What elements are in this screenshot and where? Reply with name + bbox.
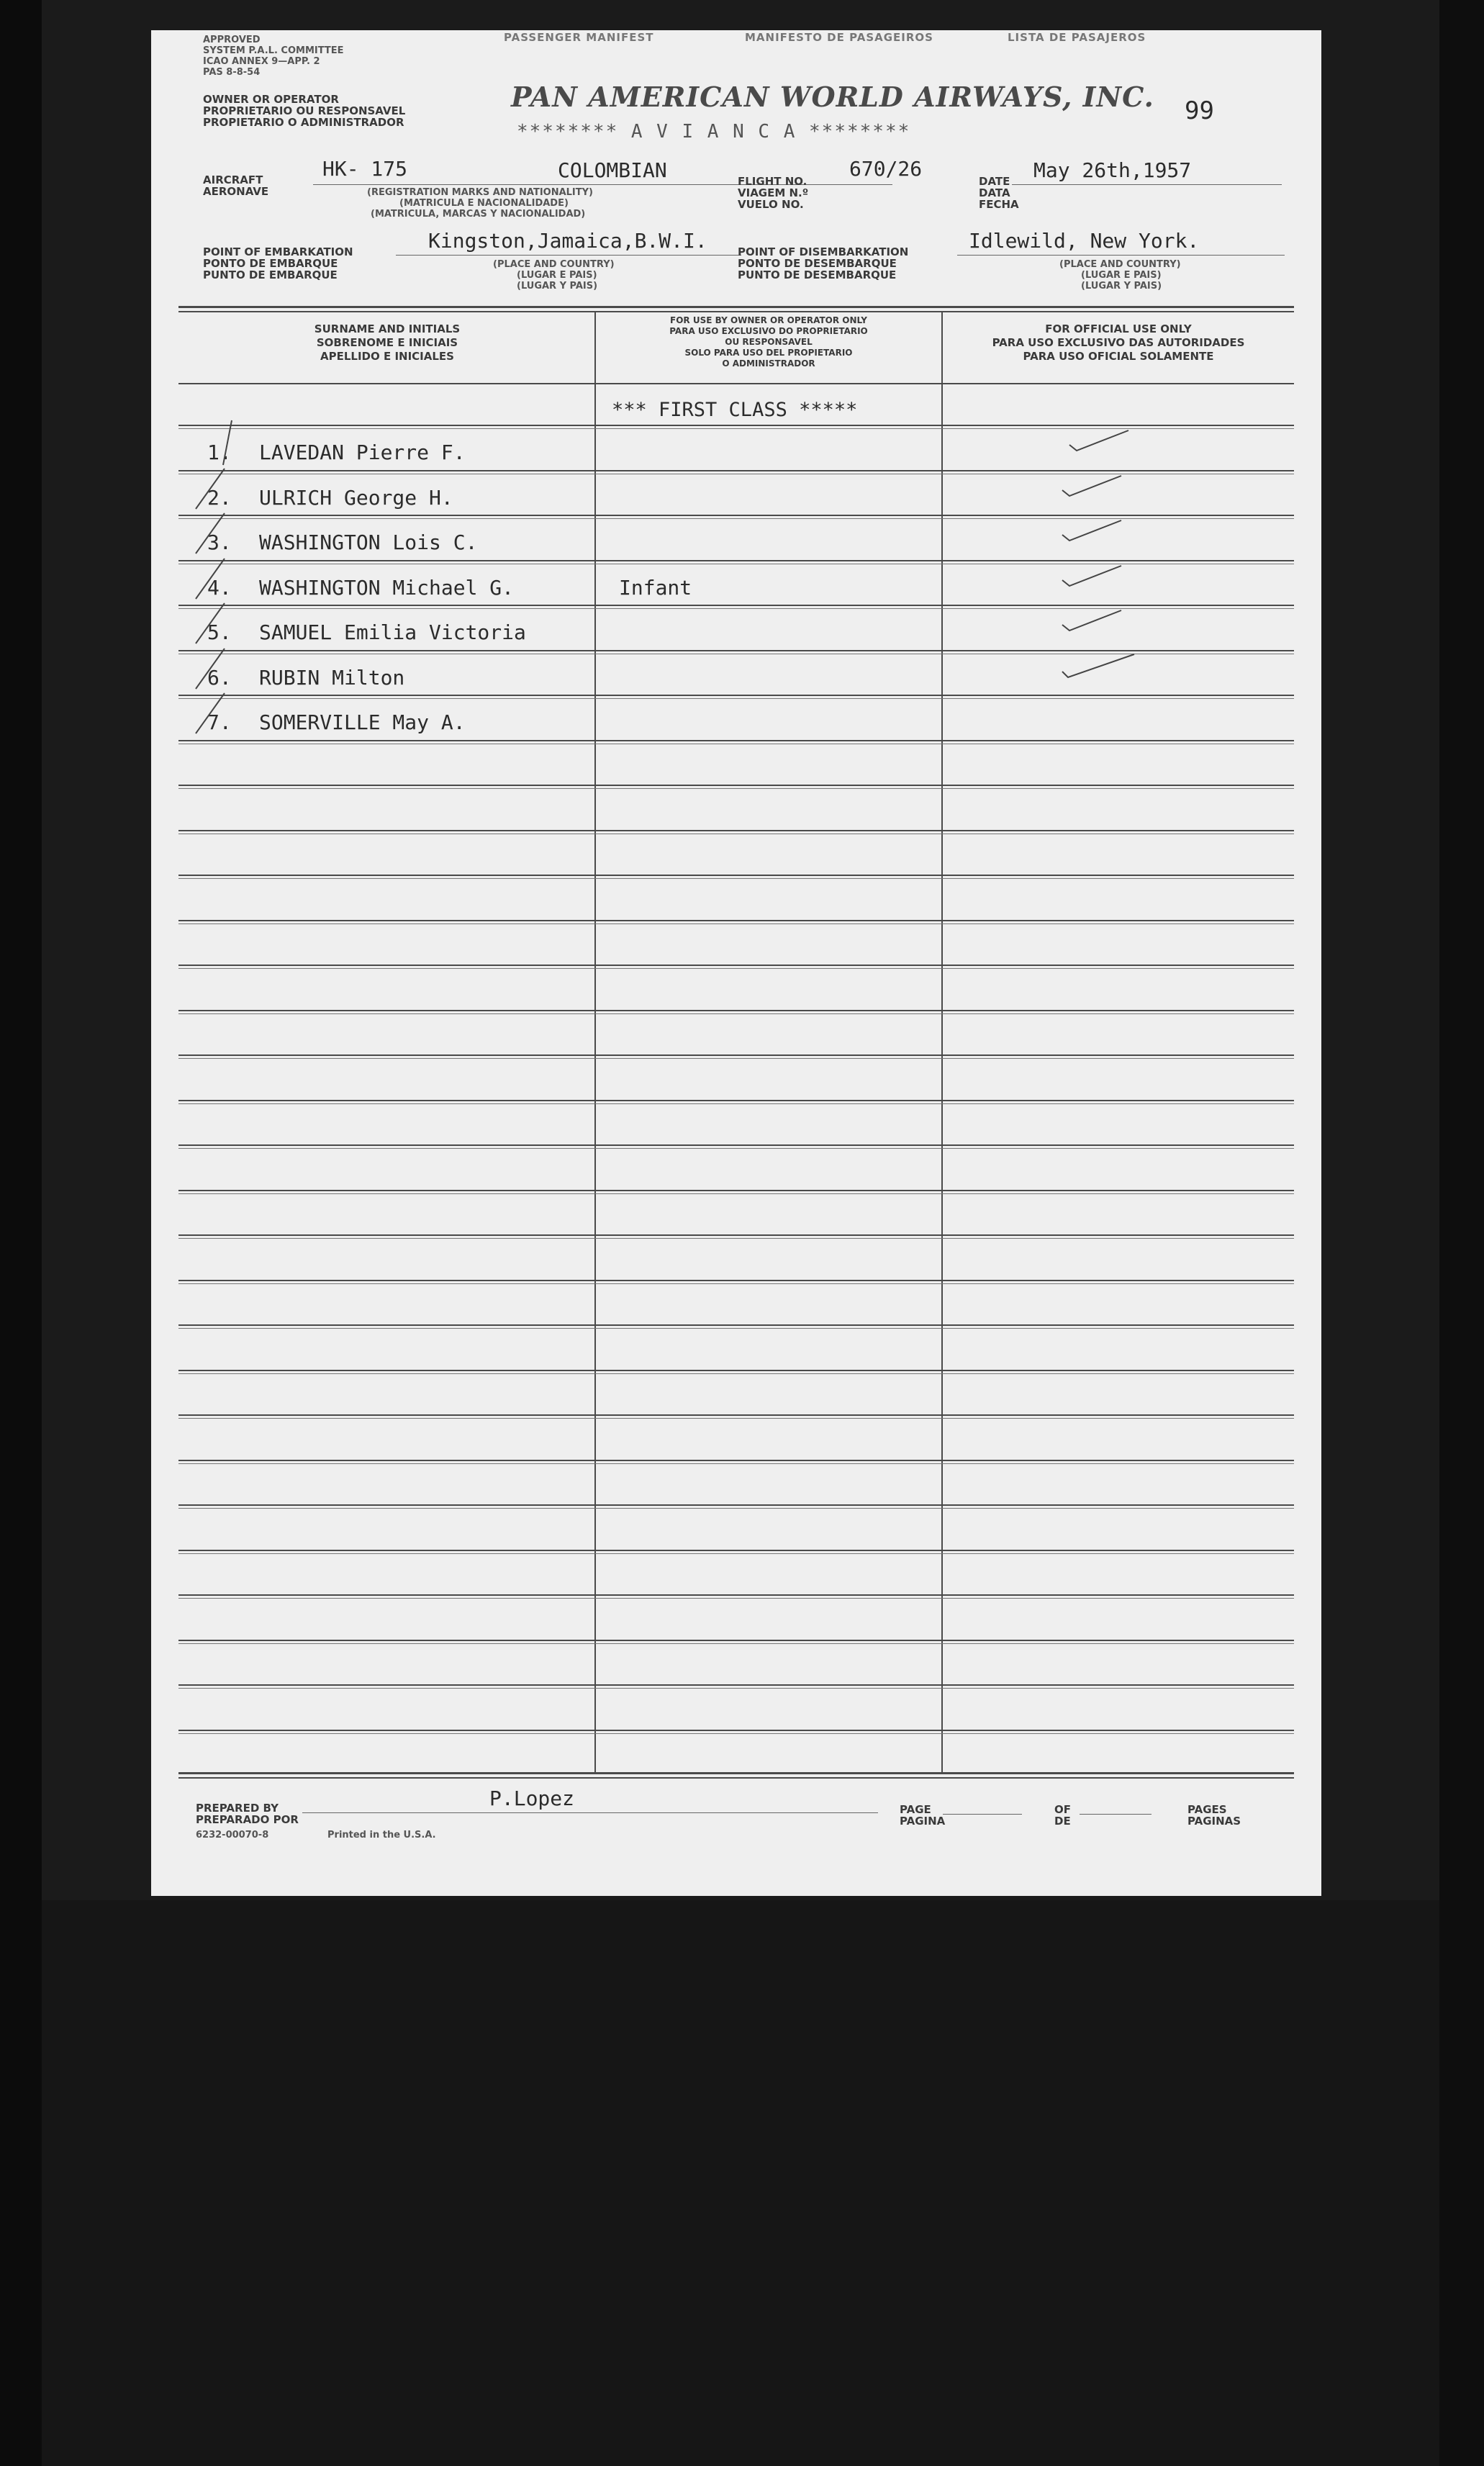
passenger-number: 7. — [207, 710, 232, 734]
row-rule — [178, 1193, 1294, 1194]
passenger-number: 4. — [207, 576, 232, 600]
of-label: OF — [1054, 1803, 1071, 1816]
passenger-note: Infant — [619, 576, 692, 600]
row-rule — [178, 920, 1294, 921]
passenger-number: 3. — [207, 530, 232, 554]
embark-underline — [396, 255, 741, 256]
passenger-name: SAMUEL Emilia Victoria — [259, 620, 526, 644]
embark-label: POINT OF EMBARKATION — [203, 245, 353, 258]
passenger-number: 2. — [207, 486, 232, 510]
row-rule — [178, 515, 1294, 516]
column-header-line: APELLIDO E INICIALES — [320, 350, 454, 363]
row-rule — [178, 965, 1294, 966]
check-mark-icon — [1059, 606, 1124, 635]
passenger-number: 1. — [207, 441, 232, 464]
column-header-official — [943, 322, 1294, 363]
row-rule — [178, 1553, 1294, 1554]
place-label: (LUGAR Y PAIS) — [1081, 281, 1162, 292]
row-rule — [178, 1103, 1294, 1104]
page-number-handwritten: 99 — [1185, 96, 1214, 125]
header-bottom-rule — [178, 383, 1294, 384]
column-header-line: O ADMINISTRADOR — [722, 358, 815, 369]
owner-label: PROPIETARIO O ADMINISTRADOR — [203, 116, 404, 129]
row-rule — [178, 608, 1294, 609]
row-rule — [178, 1190, 1294, 1191]
table-top-rule — [178, 311, 1294, 312]
date-value: May 26th,1957 — [1033, 158, 1192, 182]
disembark-label: PUNTO DE DESEMBARQUE — [738, 268, 897, 281]
disembark-label: PONTO DE DESEMBARQUE — [738, 257, 897, 270]
row-rule — [178, 1013, 1294, 1014]
row-rule — [178, 785, 1294, 786]
passenger-number: 6. — [207, 666, 232, 690]
column-header-line: FOR USE BY OWNER OR OPERATOR ONLY — [670, 315, 867, 325]
row-rule — [178, 698, 1294, 699]
tally-mark-icon — [187, 644, 230, 695]
manifest-sheet — [151, 30, 1321, 1896]
row-rule — [178, 470, 1294, 471]
check-mark-icon — [1067, 426, 1131, 455]
tally-mark-icon — [202, 419, 245, 469]
film-border-right — [1439, 0, 1484, 2466]
aircraft-value: HK- 175 — [322, 157, 408, 181]
passenger-name: RUBIN Milton — [259, 666, 405, 690]
aircraft-label: AIRCRAFT — [203, 173, 263, 186]
row-rule — [178, 1598, 1294, 1599]
prepared-underline — [302, 1812, 878, 1813]
passenger-name: LAVEDAN Pierre F. — [259, 441, 466, 464]
approved-line: PAS 8-8-54 — [203, 67, 261, 78]
check-mark-icon — [1059, 651, 1139, 680]
embark-label: PONTO DE EMBARQUE — [203, 257, 338, 270]
owner-label: OWNER OR OPERATOR — [203, 93, 339, 106]
approved-line: SYSTEM P.A.L. COMMITTEE — [203, 45, 344, 56]
row-rule — [178, 1684, 1294, 1686]
tally-mark-icon — [187, 599, 230, 649]
page-label: PAGE — [900, 1803, 931, 1816]
flight-value: 670/26 — [849, 157, 923, 181]
tally-mark-icon — [187, 509, 230, 559]
date-label: DATA — [979, 186, 1010, 199]
column-header-owner — [596, 315, 941, 369]
place-label: (LUGAR E PAIS) — [517, 270, 597, 281]
tally-mark-icon — [187, 554, 230, 605]
page-underline — [943, 1814, 1022, 1815]
table-bottom-rule — [178, 1772, 1294, 1774]
form-title: MANIFESTO DE PASAGEIROS — [745, 31, 933, 44]
row-rule — [178, 1058, 1294, 1059]
registration-label: (REGISTRATION MARKS AND NATIONALITY) — [367, 187, 593, 198]
column-header-line: FOR OFFICIAL USE ONLY — [1045, 322, 1192, 335]
prepared-label: PREPARED BY — [196, 1802, 279, 1815]
row-rule — [178, 1730, 1294, 1731]
row-rule — [178, 695, 1294, 696]
check-mark-icon — [1059, 471, 1124, 500]
row-rule — [178, 1328, 1294, 1329]
row-rule — [178, 878, 1294, 879]
row-rule — [178, 1283, 1294, 1284]
row-rule — [178, 830, 1294, 831]
date-underline — [1012, 184, 1282, 185]
check-mark-icon — [1059, 561, 1124, 590]
passenger-name: WASHINGTON Lois C. — [259, 530, 478, 554]
column-header-line: SOBRENOME E INICIAIS — [316, 336, 458, 349]
form-code: 6232-00070-8 — [196, 1830, 269, 1841]
operator-sub: ******** A V I A N C A ******** — [517, 121, 911, 143]
form-title: PASSENGER MANIFEST — [504, 31, 654, 44]
aircraft-label: AERONAVE — [203, 185, 269, 198]
row-rule — [178, 1508, 1294, 1509]
row-rule — [178, 1594, 1294, 1596]
row-rule — [178, 1234, 1294, 1236]
column-header-line: OU RESPONSAVEL — [725, 337, 813, 347]
column-header-line: PARA USO EXCLUSIVO DO PROPRIETARIO — [669, 326, 868, 336]
row-rule — [178, 560, 1294, 561]
row-rule — [178, 1144, 1294, 1146]
prepared-value: P.Lopez — [489, 1787, 575, 1810]
row-rule — [178, 1324, 1294, 1326]
table-top-rule — [178, 306, 1294, 308]
row-rule — [178, 1550, 1294, 1551]
column-header-line: PARA USO OFICIAL SOLAMENTE — [1023, 350, 1214, 363]
passenger-name: SOMERVILLE May A. — [259, 710, 466, 734]
check-mark-icon — [1059, 516, 1124, 545]
approved-line: APPROVED — [203, 35, 261, 45]
class-label: *** FIRST CLASS ***** — [612, 399, 858, 421]
film-border-bottom — [42, 1900, 1439, 2466]
tally-mark-icon — [187, 464, 230, 515]
row-rule — [178, 1054, 1294, 1056]
date-label: DATE — [979, 175, 1010, 188]
row-rule — [178, 1460, 1294, 1461]
page-label: PAGINA — [900, 1815, 946, 1828]
embark-value: Kingston,Jamaica,B.W.I. — [428, 229, 707, 253]
row-rule — [178, 1010, 1294, 1011]
column-header-names — [180, 322, 594, 363]
row-rule — [178, 605, 1294, 606]
of-underline — [1080, 1814, 1152, 1815]
nationality-value: COLOMBIAN — [558, 158, 667, 182]
embark-label: PUNTO DE EMBARQUE — [203, 268, 338, 281]
table-bottom-rule — [178, 1777, 1294, 1779]
owner-label: PROPRIETARIO OU RESPONSAVEL — [203, 104, 406, 117]
row-rule — [178, 875, 1294, 876]
row-rule — [178, 1370, 1294, 1371]
row-rule — [178, 1280, 1294, 1281]
row-rule — [178, 1238, 1294, 1239]
column-header-line: PARA USO EXCLUSIVO DAS AUTORIDADES — [992, 336, 1245, 349]
row-rule — [178, 1100, 1294, 1101]
place-label: (LUGAR E PAIS) — [1081, 270, 1162, 281]
prepared-label: PREPARADO POR — [196, 1813, 299, 1826]
flight-label: VIAGEM N.º — [738, 186, 809, 199]
place-label: (LUGAR Y PAIS) — [517, 281, 598, 292]
flight-label: FLIGHT NO. — [738, 175, 807, 188]
row-rule — [178, 1418, 1294, 1419]
pages-label: PAGINAS — [1187, 1815, 1241, 1828]
of-label: DE — [1054, 1815, 1071, 1828]
film-border-left — [0, 0, 42, 2466]
registration-label: (MATRICULA, MARCAS Y NACIONALIDAD) — [371, 209, 586, 220]
row-rule — [178, 1414, 1294, 1416]
passenger-number: 5. — [207, 620, 232, 644]
date-label: FECHA — [979, 198, 1019, 211]
passenger-name: ULRICH George H. — [259, 486, 453, 510]
place-label: (PLACE AND COUNTRY) — [493, 259, 615, 270]
row-rule — [178, 1643, 1294, 1644]
flight-label: VUELO NO. — [738, 198, 804, 211]
column-header-line: SURNAME AND INITIALS — [314, 322, 461, 335]
passenger-name: WASHINGTON Michael G. — [259, 576, 515, 600]
row-rule — [178, 740, 1294, 741]
disembark-value: Idlewild, New York. — [969, 229, 1200, 253]
row-rule — [178, 968, 1294, 969]
row-rule — [178, 518, 1294, 519]
form-title: LISTA DE PASAJEROS — [1008, 31, 1146, 44]
place-label: (PLACE AND COUNTRY) — [1059, 259, 1181, 270]
row-rule — [178, 1504, 1294, 1506]
printed-in: Printed in the U.S.A. — [327, 1830, 436, 1841]
tally-mark-icon — [187, 689, 230, 739]
pages-label: PAGES — [1187, 1803, 1227, 1816]
operator-name: PAN AMERICAN WORLD AIRWAYS, INC. — [511, 81, 1154, 113]
row-rule — [178, 788, 1294, 789]
row-rule — [178, 923, 1294, 924]
column-header-line: SOLO PARA USO DEL PROPIETARIO — [684, 348, 853, 358]
registration-label: (MATRICULA E NACIONALIDADE) — [399, 198, 569, 209]
disembark-underline — [957, 255, 1285, 256]
row-rule — [178, 1688, 1294, 1689]
row-rule — [178, 1640, 1294, 1641]
disembark-label: POINT OF DISEMBARKATION — [738, 245, 909, 258]
row-rule — [178, 1733, 1294, 1734]
row-rule — [178, 1148, 1294, 1149]
row-rule — [178, 1463, 1294, 1464]
row-rule — [178, 1373, 1294, 1374]
approved-line: ICAO ANNEX 9—APP. 2 — [203, 56, 320, 67]
